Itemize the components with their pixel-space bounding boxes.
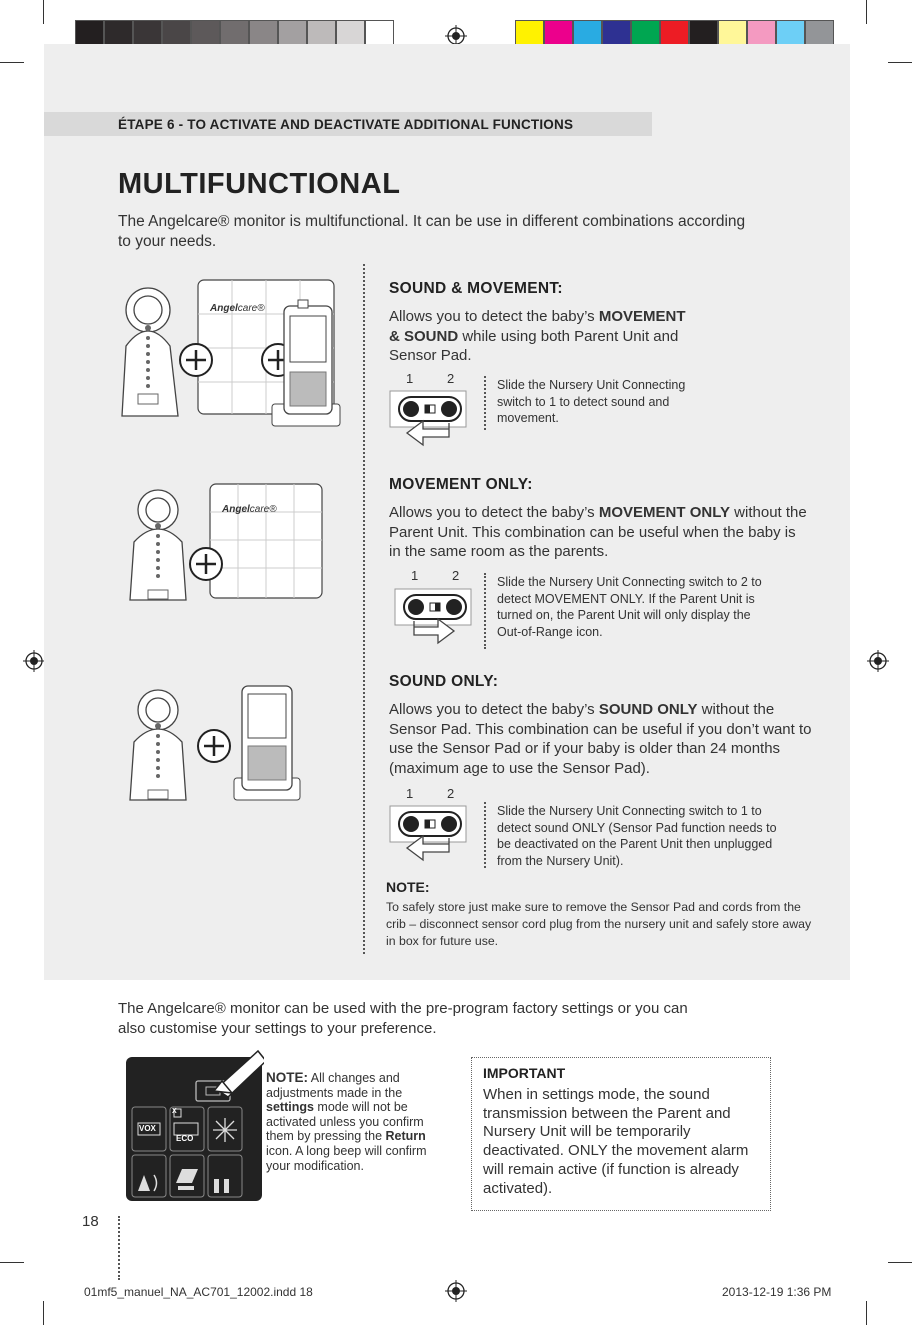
crop-mark [866, 1301, 867, 1325]
brand-suffix: care [249, 504, 270, 515]
movement-only-illustration [122, 482, 327, 604]
vox-label: VOX [139, 1124, 156, 1133]
step-label: ÉTAPE 6 - TO ACTIVATE AND DEACTIVATE ADDITIONAL FUNCTIONS [118, 117, 574, 132]
intro-text: The Angelcare® monitor is multifunctional. It can be use in different combinations according to your needs. [118, 213, 746, 250]
registration-mark-icon [445, 1280, 467, 1302]
sound-only-illustration [122, 682, 307, 804]
registration-mark-icon [23, 650, 45, 672]
crop-mark [0, 62, 24, 63]
footer-filename: 01mf5_manuel_NA_AC701_12002.indd 18 [84, 1285, 313, 1299]
switch-note-divider [484, 573, 486, 649]
section-text-bold: MOVEMENT ONLY [598, 504, 730, 521]
section-text-post: without the Parent Unit. This combination can be useful when the baby is in the same room as the parents. [389, 504, 807, 560]
parent-unit-settings-panel [126, 1043, 264, 1203]
crop-mark [43, 0, 44, 24]
sensor-pad-brand: Angelcare® [210, 303, 265, 314]
sensor-pad-brand: Angelcare® [222, 504, 277, 515]
x-label: X [172, 1108, 177, 1115]
registration-mark-icon [867, 650, 889, 672]
column-divider [363, 264, 365, 954]
section-text [389, 307, 689, 366]
connecting-switch-left-icon [389, 389, 469, 453]
crop-mark [0, 1262, 24, 1263]
switch-position-1: 1 [406, 371, 414, 386]
connecting-switch-left-icon [389, 804, 469, 868]
note-heading: NOTE: [386, 879, 430, 895]
page-number: 18 [82, 1213, 99, 1230]
switch-position-2: 2 [447, 371, 455, 386]
switch-note: Slide the Nursery Unit Connecting switch to 1 to detect sound and movement. [497, 378, 686, 425]
section-text-bold: SOUND ONLY [598, 701, 698, 718]
switch-note: Slide the Nursery Unit Connecting switch to 1 to detect sound ONLY (Sensor Pad function needs to be deactivated on the Parent Unit then unplugged from the Nursery Unit). [497, 804, 777, 868]
note-text: To safely store just make sure to remove the Sensor Pad and cords from the crib – disconnect sensor cord plug from the nursery unit and safely store away in box for future use. [386, 900, 812, 948]
section-heading: SOUND ONLY: [389, 673, 499, 690]
settings-note-text-3: icon. A long beep will confirm your modification. [266, 1143, 427, 1173]
footer-timestamp: 2013-12-19 1:36 PM [722, 1285, 832, 1299]
sound-movement-illustration [112, 276, 347, 430]
switch-position-2: 2 [447, 786, 455, 801]
settings-note-text-2: mode will not be activated unless you confirm them by pressing the [266, 1100, 424, 1144]
settings-note-bold-2: Return [385, 1129, 426, 1144]
brand-suffix: care [237, 303, 258, 314]
switch-note-divider [484, 802, 486, 868]
page-number-divider [118, 1216, 120, 1280]
crop-mark [866, 0, 867, 24]
section-heading: MOVEMENT ONLY: [389, 476, 533, 493]
brand-name: Angel [222, 504, 250, 515]
section-text-pre: Allows you to detect the baby’s [389, 701, 595, 718]
crop-mark [43, 1301, 44, 1325]
section-text-post: without the Sensor Pad. This combination can be useful if you don’t want to use the Sensor Pad or if your baby is older than 24 months (maximum age to use the Sensor Pad). [389, 701, 812, 777]
settings-intro-text: The Angelcare® monitor can be used with the pre-program factory settings or you can also customise your settings to your preference. [118, 1000, 688, 1037]
important-heading: IMPORTANT [483, 1065, 566, 1081]
brand-name: Angel [210, 303, 238, 314]
settings-note-text-1: All changes and adjustments made in the [266, 1071, 403, 1100]
settings-note [266, 1071, 436, 1173]
section-heading: SOUND & MOVEMENT: [389, 280, 563, 297]
crop-mark [888, 62, 912, 63]
switch-position-1: 1 [406, 786, 414, 801]
settings-note-heading: NOTE: [266, 1070, 308, 1085]
important-text: When in settings mode, the sound transmission between the Parent and Nursery Unit will be temporarily deactivated. ONLY the movement alarm will remain active (if function is already activated). [483, 1086, 749, 1197]
page-title: MULTIFUNCTIONAL [118, 168, 401, 200]
connecting-switch-right-icon [394, 587, 474, 651]
switch-position-1: 1 [411, 568, 419, 583]
section-text-pre: Allows you to detect the baby’s [389, 504, 595, 521]
section-text [389, 700, 814, 778]
crop-mark [888, 1262, 912, 1263]
section-text [389, 503, 809, 562]
section-text-post: while using both Parent Unit and Sensor Pad. [389, 327, 679, 364]
switch-position-2: 2 [452, 568, 460, 583]
settings-note-bold-1: settings [266, 1100, 314, 1115]
section-text-pre: Allows you to detect the baby’s [389, 308, 595, 325]
eco-label: ECO [176, 1134, 194, 1143]
switch-note-divider [484, 376, 486, 430]
switch-note: Slide the Nursery Unit Connecting switch to 2 to detect MOVEMENT ONLY. If the Parent Unit is turned on, the Parent Unit will only display the Out-of-Range icon. [497, 575, 762, 639]
section-text-bold: MOVEMENT & SOUND [389, 308, 686, 345]
